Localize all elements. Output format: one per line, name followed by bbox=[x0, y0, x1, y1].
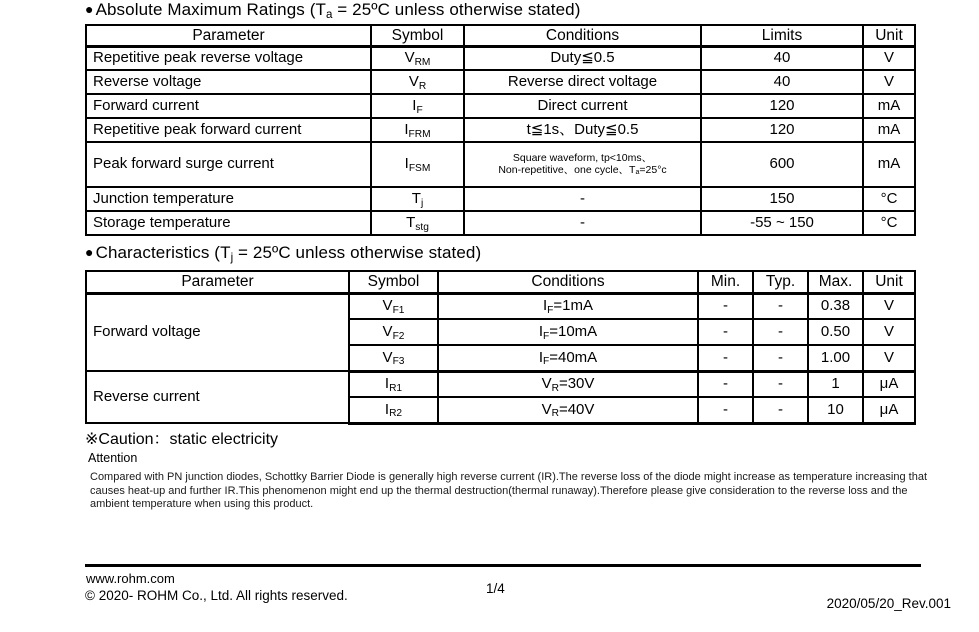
page-number: 1/4 bbox=[486, 581, 505, 596]
characteristics-title-text: Characteristics (T bbox=[95, 243, 231, 262]
conditions-cell: t≦1s、Duty≦0.5 bbox=[464, 118, 701, 142]
parameter-cell: Junction temperature bbox=[86, 187, 371, 211]
symbol-cell: $I_F$ bbox=[371, 94, 464, 118]
unit-cell: V bbox=[863, 46, 915, 70]
conditions-cell: - bbox=[464, 187, 701, 211]
min-cell: - bbox=[698, 397, 753, 423]
symbol-cell: $V_R$ bbox=[371, 70, 464, 94]
unit-cell: mA bbox=[863, 94, 915, 118]
parameter-cell: Repetitive peak forward current bbox=[86, 118, 371, 142]
symbol-cell: $I_{FSM}$ bbox=[371, 142, 464, 187]
table-row bbox=[86, 94, 915, 118]
parameter-cell: Repetitive peak reverse voltage bbox=[86, 46, 371, 70]
unit-cell: V bbox=[863, 293, 915, 319]
char-header-min: Min. bbox=[698, 271, 753, 293]
typ-cell: - bbox=[753, 397, 808, 423]
parameter-cell: Reverse current bbox=[86, 371, 349, 423]
bullet-icon: ● bbox=[85, 244, 94, 260]
unit-cell: mA bbox=[863, 118, 915, 142]
max-cell: 10 bbox=[808, 397, 863, 423]
conditions-cell: $V_R=30V$ bbox=[438, 371, 698, 397]
typ-cell: - bbox=[753, 319, 808, 345]
unit-cell: V bbox=[863, 70, 915, 94]
conditions-cell: - bbox=[464, 211, 701, 235]
table-row bbox=[86, 371, 915, 397]
conditions-cell: $I_F=10mA$ bbox=[438, 319, 698, 345]
conditions-cell: $I_F=1mA$ bbox=[438, 293, 698, 319]
min-cell: - bbox=[698, 319, 753, 345]
conditions-cell: $I_F=40mA$ bbox=[438, 345, 698, 371]
conditions-cell: Direct current bbox=[464, 94, 701, 118]
unit-cell: °C bbox=[863, 211, 915, 235]
max-cell: 0.38 bbox=[808, 293, 863, 319]
characteristics-section-title: ● Characteristics ($T_j$ = 25ºC unless otherwise stated) bbox=[85, 243, 482, 265]
symbol-cell: $V_{F2}$ bbox=[349, 319, 438, 345]
bullet-icon: ● bbox=[85, 1, 94, 17]
unit-cell: μA bbox=[863, 397, 915, 423]
caution-note: ※Caution：static electricity bbox=[85, 431, 279, 448]
symbol-cell: $I_{R2}$ bbox=[349, 397, 438, 423]
parameter-cell: Forward voltage bbox=[86, 293, 349, 371]
table-row bbox=[86, 46, 915, 70]
limits-cell: 40 bbox=[701, 46, 863, 70]
limits-cell: 150 bbox=[701, 187, 863, 211]
min-cell: - bbox=[698, 371, 753, 397]
symbol-cell: $I_{R1}$ bbox=[349, 371, 438, 397]
attention-paragraph: Compared with PN junction diodes, Schottky Barrier Diode is generally high reverse current (IR).The reverse loss of the diode might increase as temperature increasing that causes heat-up and further IR.This phenomenon might end up the thermal destruction(thermal runaway).Therefore please give consideration to the reverse loss and the ambient temperature when using this product. bbox=[90, 471, 928, 510]
char-header-typ: Typ. bbox=[753, 271, 808, 293]
table-row bbox=[86, 118, 915, 142]
max-cell: 0.50 bbox=[808, 319, 863, 345]
amr-title-text: Absolute Maximum Ratings (T bbox=[95, 0, 326, 19]
amr-header-limits: Limits bbox=[701, 25, 863, 46]
amr-section-title: ● Absolute Maximum Ratings ($T_a$ = 25ºC unless otherwise stated) bbox=[85, 0, 581, 22]
table-row bbox=[86, 187, 915, 211]
min-cell: - bbox=[698, 293, 753, 319]
website-link[interactable]: www.rohm.com bbox=[86, 571, 175, 586]
symbol-cell: $T_j$ bbox=[371, 187, 464, 211]
typ-cell: - bbox=[753, 371, 808, 397]
symbol-cell: $V_{F3}$ bbox=[349, 345, 438, 371]
copyright-text: © 2020- ROHM Co., Ltd. All rights reserved. bbox=[85, 588, 348, 603]
parameter-cell: Storage temperature bbox=[86, 211, 371, 235]
table-row bbox=[86, 70, 915, 94]
limits-cell: 120 bbox=[701, 118, 863, 142]
unit-cell: mA bbox=[863, 142, 915, 187]
attention-heading: Attention bbox=[88, 451, 138, 465]
absolute-maximum-ratings-table bbox=[85, 24, 916, 236]
table-row bbox=[86, 293, 915, 319]
char-header-row bbox=[86, 271, 915, 293]
char-header-unit: Unit bbox=[863, 271, 915, 293]
limits-cell: 600 bbox=[701, 142, 863, 187]
amr-header-symbol: Symbol bbox=[371, 25, 464, 46]
amr-header-unit: Unit bbox=[863, 25, 915, 46]
symbol-cell: $T_{stg}$ bbox=[371, 211, 464, 235]
max-cell: 1.00 bbox=[808, 345, 863, 371]
limits-cell: 40 bbox=[701, 70, 863, 94]
unit-cell: °C bbox=[863, 187, 915, 211]
amr-header-parameter: Parameter bbox=[86, 25, 371, 46]
char-header-max: Max. bbox=[808, 271, 863, 293]
char-header-conditions: Conditions bbox=[438, 271, 698, 293]
char-header-symbol: Symbol bbox=[349, 271, 438, 293]
table-row bbox=[86, 211, 915, 235]
symbol-cell: $I_{FRM}$ bbox=[371, 118, 464, 142]
conditions-cell: $V_R=40V$ bbox=[438, 397, 698, 423]
symbol-cell: $V_{F1}$ bbox=[349, 293, 438, 319]
typ-cell: - bbox=[753, 345, 808, 371]
amr-header-conditions: Conditions bbox=[464, 25, 701, 46]
max-cell: 1 bbox=[808, 371, 863, 397]
char-header-parameter: Parameter bbox=[86, 271, 349, 293]
unit-cell: μA bbox=[863, 371, 915, 397]
revision-text: 2020/05/20_Rev.001 bbox=[826, 596, 951, 611]
limits-cell: 120 bbox=[701, 94, 863, 118]
parameter-cell: Peak forward surge current bbox=[86, 142, 371, 187]
amr-header-row bbox=[86, 25, 915, 46]
conditions-cell: Duty≦0.5 bbox=[464, 46, 701, 70]
conditions-cell: Reverse direct voltage bbox=[464, 70, 701, 94]
characteristics-table bbox=[85, 270, 916, 425]
conditions-cell: Square waveform, tp<10ms、 Non-repetitive、one cycle、$T_a=25^\circ c$ bbox=[464, 142, 701, 187]
limits-cell: -55 ~ 150 bbox=[701, 211, 863, 235]
table-row bbox=[86, 142, 915, 187]
footer-divider bbox=[85, 564, 921, 567]
symbol-cell: $V_{RM}$ bbox=[371, 46, 464, 70]
parameter-cell: Forward current bbox=[86, 94, 371, 118]
typ-cell: - bbox=[753, 293, 808, 319]
unit-cell: V bbox=[863, 319, 915, 345]
min-cell: - bbox=[698, 345, 753, 371]
parameter-cell: Reverse voltage bbox=[86, 70, 371, 94]
unit-cell: V bbox=[863, 345, 915, 371]
